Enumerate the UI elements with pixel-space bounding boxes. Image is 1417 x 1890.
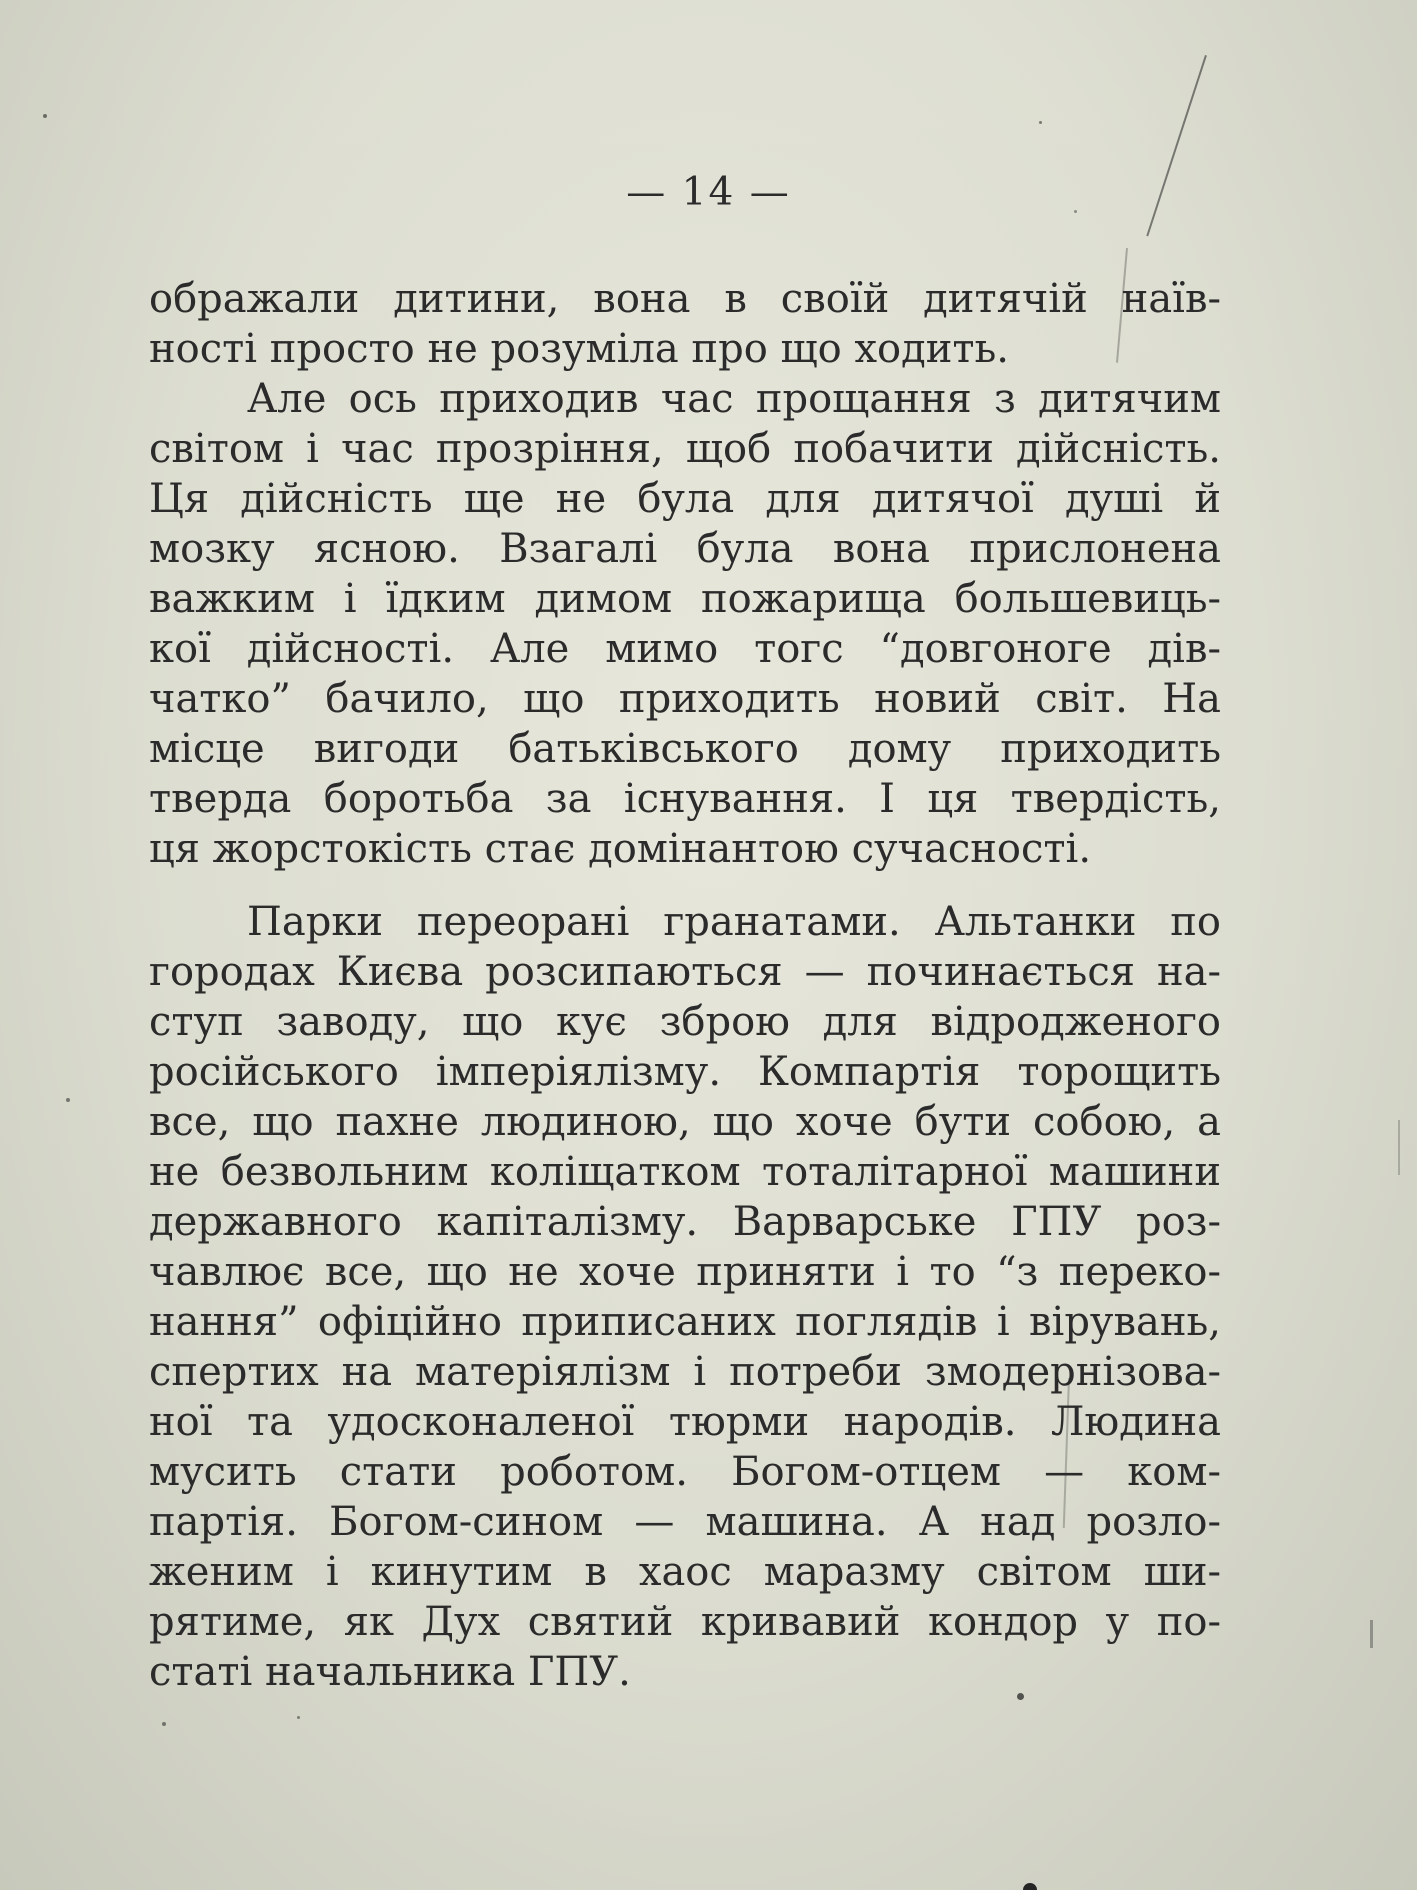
text-line: Але ось приходив час прощання з дитячим xyxy=(247,376,1221,422)
text-line: Парки переорані гранатами. Альтанки по xyxy=(247,899,1221,945)
text-line: ступ заводу, що кує зброю для відродженого xyxy=(149,999,1221,1045)
text-line: державного капіталізму. Варварське ГПУ роз- xyxy=(149,1199,1221,1245)
text-line: партія. Богом-сином — машина. А над розло- xyxy=(149,1499,1221,1545)
ink-speck xyxy=(1023,1883,1037,1890)
text-line: все, що пахне людиною, що хоче бути собою, а xyxy=(149,1099,1221,1145)
paragraph-1 xyxy=(149,274,1221,874)
ink-speck xyxy=(162,1722,166,1726)
ink-speck xyxy=(43,114,47,118)
page-number: — 14 — xyxy=(626,170,791,215)
text-line: ображали дитини, вона в своїй дитячій наїв- xyxy=(149,276,1221,322)
paper-crease xyxy=(1370,1620,1373,1648)
text-line: чатко” бачило, що приходить новий світ. На xyxy=(149,676,1221,722)
text-line: спертих на матеріялізм і потреби змодернізова- xyxy=(149,1349,1221,1395)
text-line: нання” офіційно приписаних поглядів і вірувань, xyxy=(149,1299,1221,1345)
text-line: женим і кинутим в хаос маразму світом ши- xyxy=(149,1549,1221,1595)
ink-speck xyxy=(1039,121,1042,124)
text-line: мусить стати роботом. Богом-отцем — ком- xyxy=(149,1449,1221,1495)
ink-speck xyxy=(66,1098,70,1102)
text-line: важким і їдким димом пожарища большевиць- xyxy=(149,576,1221,622)
text-line: тверда боротьба за існування. І ця твердість, xyxy=(149,776,1221,822)
text-line: не безвольним коліщатком тоталітарної машини xyxy=(149,1149,1221,1195)
text-line: російського імперіялізму. Компартія торощить xyxy=(149,1049,1221,1095)
text-line: світом і час прозріння, щоб побачити дійсність. xyxy=(149,426,1221,472)
text-line: кої дійсності. Але мимо тогс “довгоноге дів- xyxy=(149,626,1221,672)
text-line: рятиме, як Дух святий кривавий кондор у по- xyxy=(149,1599,1221,1645)
text-line: ця жорстокість стає домінантою сучасності. xyxy=(149,826,1092,872)
text-line: городах Києва розсипаються — починається на- xyxy=(149,949,1221,995)
text-line: чавлює все, що не хоче приняти і то “з переко- xyxy=(149,1249,1221,1295)
text-line: статі начальника ГПУ. xyxy=(149,1649,631,1695)
text-line: місце вигоди батьківського дому приходить xyxy=(149,726,1221,772)
paper-crease xyxy=(1398,1120,1400,1175)
ink-speck xyxy=(297,1716,300,1719)
text-line: мозку ясною. Взагалі була вона прислонена xyxy=(149,526,1221,572)
text-line: Ця дійсність ще не була для дитячої душі й xyxy=(149,476,1221,522)
paragraph-2 xyxy=(149,897,1221,1697)
text-line: ної та удосконаленої тюрми народів. Людина xyxy=(149,1399,1221,1445)
text-line: ності просто не розуміла про що ходить. xyxy=(149,326,1010,372)
